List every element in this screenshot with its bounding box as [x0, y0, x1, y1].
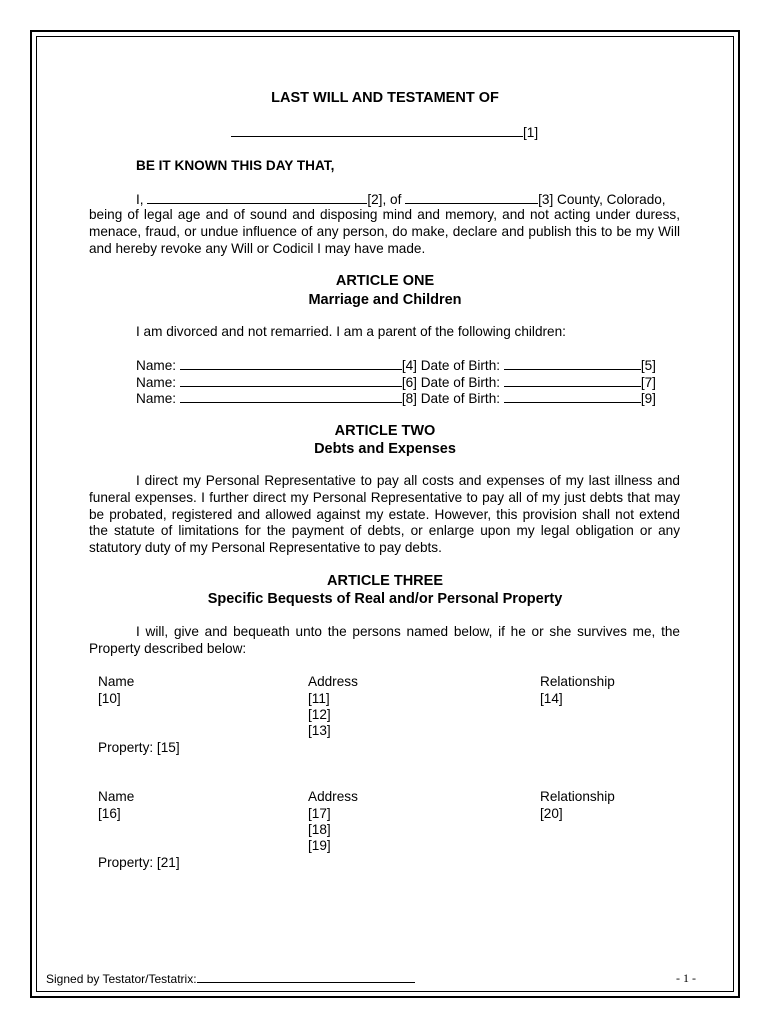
article-one-subheading: Marriage and Children [308, 292, 462, 308]
article-two-subheading: Debts and Expenses [314, 441, 456, 457]
testator-name-line[interactable]: [1] [231, 124, 538, 140]
bequest-1-address-3[interactable]: [13] [308, 723, 331, 738]
bequest-1-relationship-label: Relationship [540, 674, 615, 689]
county-field[interactable] [405, 191, 538, 204]
signature-field[interactable] [197, 971, 415, 983]
page-number: - 1 - [676, 971, 696, 985]
bequest-2-address-label: Address [308, 789, 358, 804]
known-statement: BE IT KNOWN THIS DAY THAT, [136, 158, 335, 173]
intro-first-line: I, [2], of [3] County, Colorado, [136, 192, 666, 207]
article-two-heading: ARTICLE TWO [334, 423, 436, 439]
article-three-heading: ARTICLE THREE [327, 573, 443, 589]
bequest-2-address-3[interactable]: [19] [308, 838, 331, 853]
article-three-paragraph: I will, give and bequeath unto the persons named below, if he or she survives me, the Property described below: [89, 624, 680, 656]
bequest-2-address-2[interactable]: [18] [308, 822, 331, 837]
bequest-1-address-label: Address [308, 674, 358, 689]
bequest-2-name-label: Name [98, 789, 135, 804]
article-two-paragraph: I direct my Personal Representative to pay all costs and expenses of my last illness and funeral expenses. I further direct my Personal Representative to pay all of my just debts that may be probated, registered and allowed against my estate. However, this provision shall not extend the statute of limitations for the payment of debts, or enlarge upon my legal obligation or any statutory duty of my Personal Representative to pay debts. [89, 473, 680, 556]
bequest-1-address-2[interactable]: [12] [308, 707, 331, 722]
bequest-1-name-label: Name [98, 674, 135, 689]
child-row-2[interactable]: Name: [6] Date of Birth: [7] [136, 375, 656, 390]
article-one-text: I am divorced and not remarried. I am a parent of the following children: [136, 324, 566, 339]
bequest-2-address-1[interactable]: [17] [308, 806, 331, 821]
intro-paragraph: being of legal age and of sound and disposing mind and memory, and not acting under duress, menace, fraud, or undue influence of any person, do make, declare and publish this to be my Will and hereby revoke any Will or Codicil I may have made. [89, 207, 680, 256]
bequest-2-name[interactable]: [16] [98, 806, 121, 821]
signature-line[interactable]: Signed by Testator/Testatrix: [46, 971, 415, 986]
bequest-2-relationship-label: Relationship [540, 789, 615, 804]
child-row-3[interactable]: Name: [8] Date of Birth: [9] [136, 391, 656, 406]
bequest-1-address-1[interactable]: [11] [308, 691, 330, 706]
article-one-heading: ARTICLE ONE [335, 273, 435, 289]
bequest-2-property[interactable]: Property: [21] [98, 855, 180, 870]
testator-name-field[interactable] [147, 191, 367, 204]
bequest-2-relationship[interactable]: [20] [540, 806, 563, 821]
bequest-1-relationship[interactable]: [14] [540, 691, 563, 706]
article-three-subheading: Specific Bequests of Real and/or Personal Property [207, 591, 563, 607]
child-row-1[interactable]: Name: [4] Date of Birth: [5] [136, 358, 656, 373]
bequest-1-name[interactable]: [10] [98, 691, 121, 706]
bequest-1-property[interactable]: Property: [15] [98, 740, 180, 755]
document-title: LAST WILL AND TESTAMENT OF [271, 90, 499, 106]
